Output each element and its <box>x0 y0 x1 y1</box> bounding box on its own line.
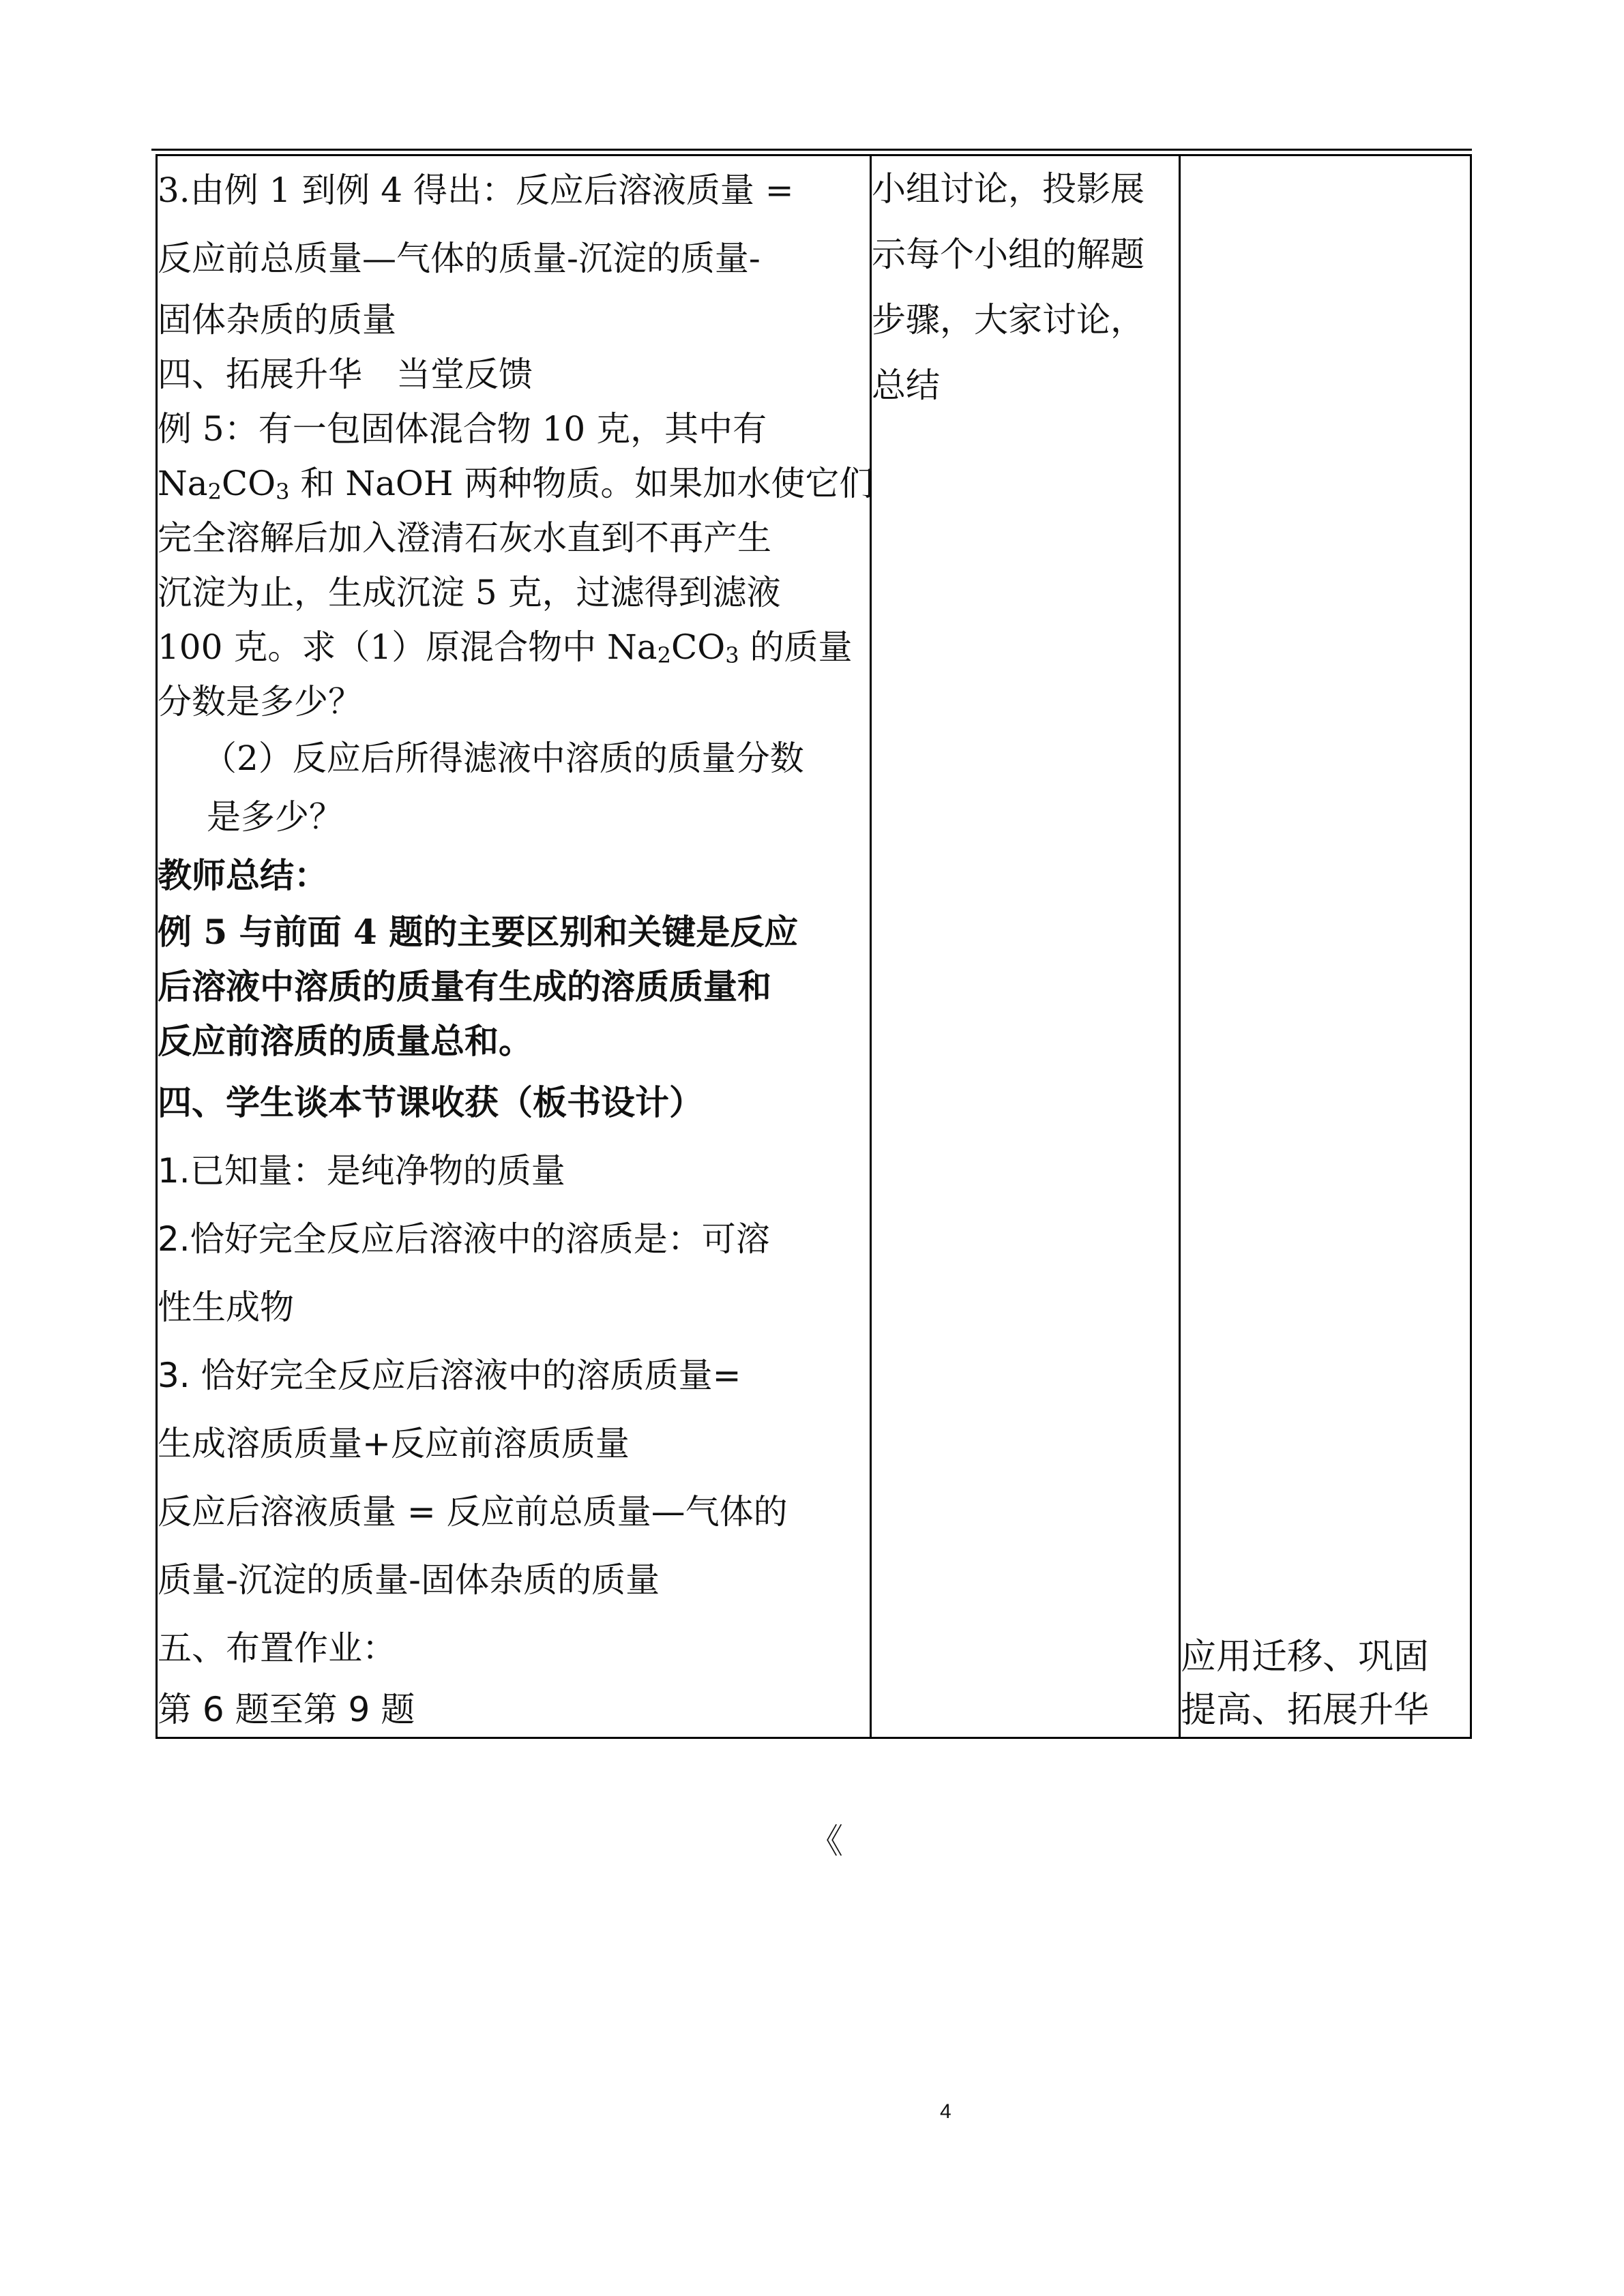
teacher-summary-text: 后溶液中溶质的质量有生成的溶质质量和 <box>158 966 771 1007</box>
teacher-summary-text: 反应前溶质的质量总和。 <box>158 1021 533 1061</box>
text-line: 反应后溶液质量 = 反应前总质量—气体的 <box>158 1492 788 1532</box>
text-line: 提高、拓展升华 <box>1181 1690 1430 1731</box>
text-line <box>158 620 870 674</box>
formula-part: 的质量 <box>739 627 853 667</box>
text-line: 1.已知量：是纯净物的质量 <box>158 1151 565 1191</box>
design-intent-cell <box>1180 155 1471 1738</box>
text-line: 生成溶质质量+反应前溶质质量 <box>158 1424 630 1463</box>
section-heading: 四、拓展升华 当堂反馈 <box>158 355 533 394</box>
table-row <box>157 155 1471 1738</box>
text-line: 是多少？ <box>207 797 343 837</box>
text-line: 例 5：有一包固体混合物 10 克，其中有 <box>158 409 767 449</box>
formula-part: CO <box>221 464 276 503</box>
text-line: 3. 恰好完全反应后溶液中的溶质质量= <box>158 1356 741 1395</box>
homework-text: 第 6 题至第 9 题 <box>158 1690 415 1729</box>
text-line: 质量-沉淀的质量-固体杂质的质量 <box>158 1560 660 1600</box>
footer-glyph: 《 <box>809 1821 843 1861</box>
text-line: 完全溶解后加入澄清石灰水直到不再产生 <box>158 518 771 558</box>
text-line: 沉淀为止，生成沉淀 5 克，过滤得到滤液 <box>158 573 781 612</box>
text-line: 分数是多少？ <box>158 682 362 721</box>
formula-subscript: 3 <box>725 642 739 668</box>
formula-part: 100 克。求（1）原混合物中 Na <box>158 627 658 667</box>
text-line: 反应前总质量—气体的质量-沉淀的质量- <box>158 239 761 278</box>
lesson-table <box>156 154 1472 1739</box>
teacher-summary-text: 例 5 与前面 4 题的主要区别和关键是反应 <box>158 912 799 952</box>
formula-subscript: 3 <box>276 479 290 505</box>
teaching-content-cell <box>157 155 874 1738</box>
page-number: 4 <box>940 2100 951 2123</box>
text-line: 步骤，大家讨论， <box>872 300 1145 340</box>
formula-part: CO <box>670 627 726 667</box>
text-line: 3.由例 1 到例 4 得出：反应后溶液质量 = <box>158 170 794 210</box>
formula-subscript: 2 <box>657 642 671 668</box>
text-line: 小组讨论，投影展 <box>872 169 1145 209</box>
text-line: 总结 <box>872 366 940 405</box>
formula-part: 和 NaOH 两种物质。如果加水使它们 <box>289 464 874 503</box>
text-line <box>158 456 874 511</box>
homework-heading: 五、布置作业： <box>158 1628 396 1668</box>
student-activity-cell <box>871 155 1180 1738</box>
text-line: 应用迁移、巩固 <box>1181 1637 1430 1678</box>
text-line: 固体杂质的质量 <box>158 300 396 340</box>
text-line: 性生成物 <box>158 1287 294 1327</box>
text-line: 示每个小组的解题 <box>872 235 1145 274</box>
top-rule <box>151 149 1472 151</box>
formula-part: Na <box>158 464 208 503</box>
text-line: 2.恰好完全反应后溶液中的溶质是：可溶 <box>158 1219 770 1259</box>
teacher-summary-heading: 教师总结： <box>158 855 328 895</box>
text-line: （2）反应后所得滤液中溶质的质量分数 <box>203 739 804 778</box>
formula-subscript: 2 <box>207 479 222 505</box>
section-heading: 四、学生谈本节课收获（板书设计） <box>158 1082 703 1122</box>
